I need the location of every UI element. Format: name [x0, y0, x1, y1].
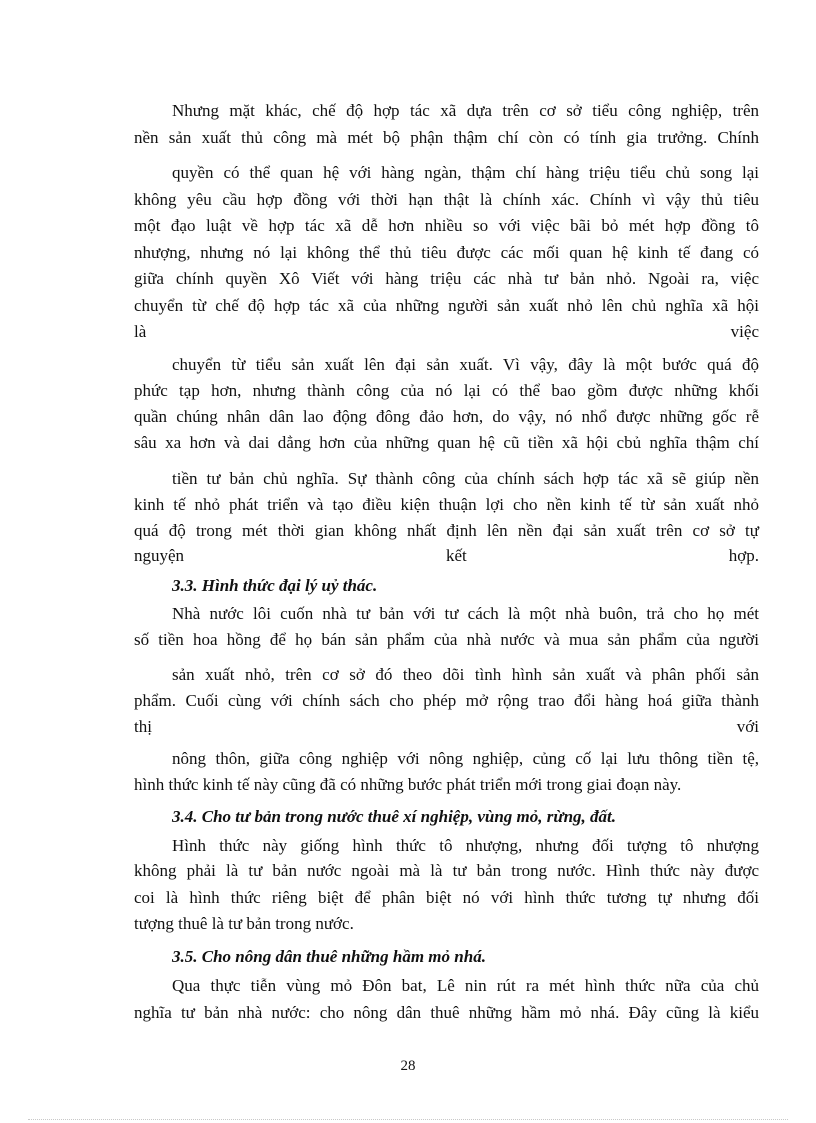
- page-number: 28: [400, 1058, 416, 1074]
- section-heading-3-4: 3.4. Cho tư bản trong nước thuê xí nghiệp, vùng mỏ, rừng, đất.: [172, 807, 616, 826]
- text-line: Nhà nước lôi cuốn nhà tư bản với tư cách là một nhà buôn, trả cho họ mét: [172, 604, 759, 623]
- text-line: quần chúng nhân dân lao động đông đảo hơn, do vậy, nó nhổ được những gốc rễ: [134, 407, 759, 426]
- text-line: chuyển từ chế độ hợp tác xã của những người sản xuất nhỏ lên chủ nghĩa xã hội: [134, 296, 759, 315]
- text-line: nghĩa tư bản nhà nước: cho nông dân thuê những hầm mỏ nhá. Đây cũng là kiểu: [134, 1003, 759, 1022]
- text-line: nông thôn, giữa công nghiệp với nông nghiệp, củng cố lại lưu thông tiền tệ,: [172, 749, 759, 768]
- text-line: quá độ trong mét thời gian không nhất định lên nền đại sản xuất trên cơ sở tự: [134, 521, 759, 540]
- text-line: phẩm. Cuối cùng với chính sách cho phép mở rộng trao đổi hàng hoá giữa thành: [134, 691, 759, 710]
- text-line: không yêu cầu hợp đồng với thời hạn thật là chính xác. Chính vì vậy thủ tiêu: [134, 190, 759, 209]
- text-line: không phải là tư bản nước ngoài mà là tư bản trong nước. Hình thức này được: [134, 861, 759, 880]
- text-line: số tiền hoa hồng để họ bán sản phẩm của nhà nước và mua sản phẩm của người: [134, 630, 759, 649]
- text-line: là việc: [134, 322, 759, 341]
- text-line: kinh tế nhỏ phát triển và tạo điều kiện thuận lợi cho nền kinh tế từ sản xuất nhỏ: [134, 495, 759, 514]
- page-bottom-divider: [28, 1119, 788, 1120]
- text-line: nền sản xuất thủ công mà mét bộ phận thậm chí còn có tính gia trưởng. Chính: [134, 128, 759, 147]
- text-line: Hình thức này giống hình thức tô nhượng, nhưng đối tượng tô nhượng: [172, 836, 759, 855]
- text-line: phức tạp hơn, nhưng thành công của nó lại có thể bao gồm được những khối: [134, 381, 759, 400]
- text-line: sâu xa hơn và dai dẳng hơn của những quan hệ cũ tiền xã hội cbủ nghĩa thậm chí: [134, 433, 759, 452]
- text-line: chuyển từ tiểu sản xuất lên đại sản xuất. Vì vậy, đây là một bước quá độ: [172, 355, 759, 374]
- section-heading-3-5: 3.5. Cho nông dân thuê những hầm mỏ nhá.: [172, 947, 486, 966]
- text-line: Qua thực tiễn vùng mỏ Đôn bat, Lê nin rút ra mét hình thức nữa của chủ: [172, 976, 759, 995]
- text-line: Nhưng mặt khác, chế độ hợp tác xã dựa trên cơ sở tiểu công nghiệp, trên: [172, 101, 759, 120]
- text-line: nhượng, nhưng nó lại không thể thủ tiêu được các mối quan hệ kinh tế đang có: [134, 243, 759, 262]
- text-line: sản xuất nhỏ, trên cơ sở đó theo dõi tình hình sản xuất và phân phối sản: [172, 665, 759, 684]
- text-line: nguyện kết hợp.: [134, 546, 759, 565]
- text-line: hình thức kinh tế này cũng đã có những bước phát triển mới trong giai đoạn này.: [134, 775, 682, 794]
- text-line: quyền có thể quan hệ với hàng ngàn, thậm chí hàng triệu tiểu chủ song lại: [172, 163, 759, 182]
- text-line: thị với: [134, 717, 759, 736]
- section-heading-3-3: 3.3. Hình thức đại lý uỷ thác.: [172, 576, 378, 595]
- text-line: một đạo luật về hợp tác xã dễ hơn nhiều so với việc bãi bỏ mét hợp đồng tô: [134, 216, 759, 235]
- text-line: coi là hình thức riêng biệt để phân biệt nó với hình thức tương tự nhưng đối: [134, 888, 759, 907]
- text-line: giữa chính quyền Xô Viết với hàng triệu các nhà tư bản nhỏ. Ngoài ra, việc: [134, 269, 759, 288]
- text-line: tiền tư bản chủ nghĩa. Sự thành công của chính sách hợp tác xã sẽ giúp nền: [172, 469, 759, 488]
- text-line: tượng thuê là tư bản trong nước.: [134, 914, 354, 933]
